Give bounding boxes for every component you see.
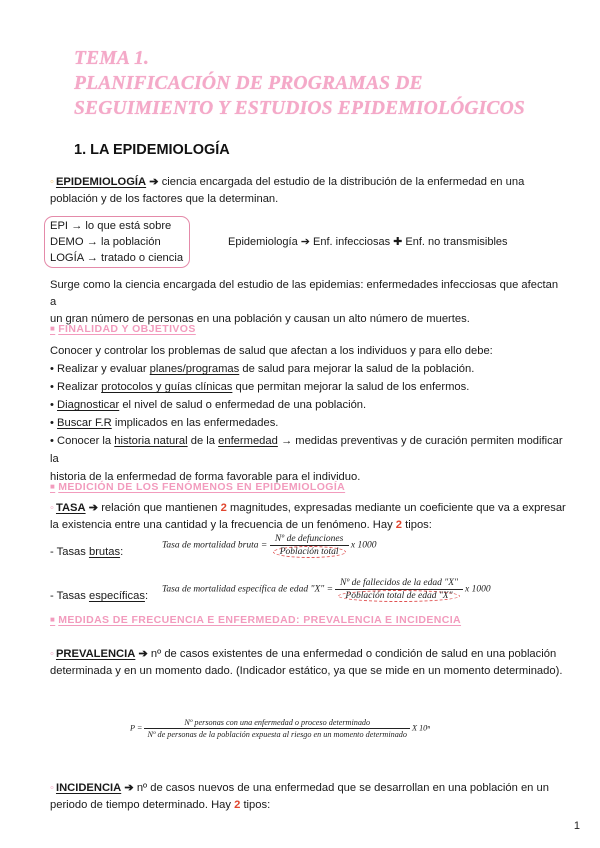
tasa-paragraph: ◦ TASA ➔ relación que mantienen 2 magnitudes, expresadas mediante un coeficiente que va a expresar la existencia entre una cantidad y la frecuencia de un fenómeno. Hay 2 tipos: <box>50 502 566 531</box>
section-heading: 1. LA EPIDEMIOLOGÍA <box>74 142 230 158</box>
arrow-icon: ➔ <box>124 782 134 794</box>
tasas-especificas-label: - Tasas específicas: <box>50 590 149 602</box>
incidencia-term: INCIDENCIA <box>55 782 122 794</box>
square-bullet-icon: ■ <box>50 482 56 491</box>
arrow-icon: ➔ <box>88 502 99 514</box>
prevalencia-formula: P = Nº personas con una enfermedad o proceso determinado Nº de personas de la población expuesta al riesgo en un momento determinado X 10ⁿ <box>130 718 430 739</box>
square-bullet-icon: ■ <box>50 615 56 624</box>
epidemiology-relation: Epidemiología ➔ Enf. infecciosas ✚ Enf. no transmisibles <box>228 236 508 248</box>
finalidad-intro: Conocer y controlar los problemas de salud que afectan a los individuos y para ello debe: <box>50 345 493 357</box>
etymology-demo: DEMO → la población <box>50 236 161 248</box>
arrow-icon: ➔ <box>149 176 159 188</box>
definition-bullet: ◦ <box>50 176 54 188</box>
definition-paragraph <box>50 174 566 208</box>
list-item: • Buscar F.R implicados en las enfermedades. <box>50 417 279 429</box>
title-line-1: TEMA 1. <box>74 48 150 69</box>
page-number: 1 <box>573 820 580 832</box>
medicion-heading: ■ MEDICIÓN DE LOS FENÓMENOS EN EPIDEMIOLOGÍA <box>50 481 346 493</box>
definition-text-2: población y de los factores que la determinan. <box>50 193 279 205</box>
etymology-list <box>50 218 190 266</box>
tasa-especifica-formula: Tasa de mortalidad específica de edad "X" = $\frac{\text{Nº de fallecidos de la edad "X"}}{\text{Población total de edad "X"}}$ x 1000 <box>162 578 491 601</box>
etymology-logia: LOGÍA → tratado o ciencia <box>50 252 184 264</box>
list-item: • Diagnosticar el nivel de salud o enfermedad de una población. <box>50 399 367 411</box>
definition-term: EPIDEMIOLOGÍA <box>55 176 147 188</box>
medidas-heading: ■ MEDIDAS DE FRECUENCIA E ENFERMEDAD: PREVALENCIA E INCIDENCIA <box>50 614 462 626</box>
tasa-term: TASA <box>55 502 86 514</box>
title-line-3: SEGUIMIENTO Y ESTUDIOS EPIDEMIOLÓGICOS <box>74 98 525 119</box>
origin-line-1: Surge como la ciencia encargada del estudio de las epidemias: enfermedades infecciosas que afectan a <box>50 279 559 308</box>
prevalencia-paragraph: ◦ PREVALENCIA ➔ nº de casos existentes de una enfermedad o condición de salud en una población determinada y en un momento dado. (Indicador estático, ya que se mide en un momento determinado). <box>50 648 563 677</box>
list-item: • Realizar protocolos y guías clínicas que permitan mejorar la salud de los enfermos. <box>50 381 470 393</box>
origin-line-2: un gran número de personas en una población y causan un alto número de muertes. <box>50 313 470 325</box>
definition-text-1: ciencia encargada del estudio de la distribución de la enfermedad en una <box>161 176 525 188</box>
etymology-epi: EPI → lo que está sobre <box>50 220 172 232</box>
finalidad-heading: ■ FINALIDAD Y OBJETIVOS <box>50 323 196 335</box>
list-item: • Realizar y evaluar planes/programas de salud para mejorar la salud de la población. <box>50 363 475 375</box>
origin-paragraph <box>50 277 566 328</box>
incidencia-paragraph: ◦ INCIDENCIA ➔ nº de casos nuevos de una enfermedad que se desarrollan en una población en un periodo de tiempo determinado. Hay 2 tipos: <box>50 782 549 811</box>
list-item: • Conocer la historia natural de la enfermedad → medidas preventivas y de curación permiten modificar la historia de la enfermedad de forma favorable para el individuo. <box>50 435 563 483</box>
tasa-bruta-formula: Tasa de mortalidad bruta = $\frac{\text{Nº de defunciones}}{\text{Población total}}$ x 1000 <box>162 534 377 557</box>
tasas-brutas-label: - Tasas brutas: <box>50 546 124 558</box>
prevalencia-term: PREVALENCIA <box>55 648 136 660</box>
arrow-icon: ➔ <box>138 648 148 660</box>
finalidad-list <box>50 342 566 486</box>
title-line-2: PLANIFICACIÓN DE PROGRAMAS DE <box>74 73 423 94</box>
square-bullet-icon: ■ <box>50 324 56 333</box>
